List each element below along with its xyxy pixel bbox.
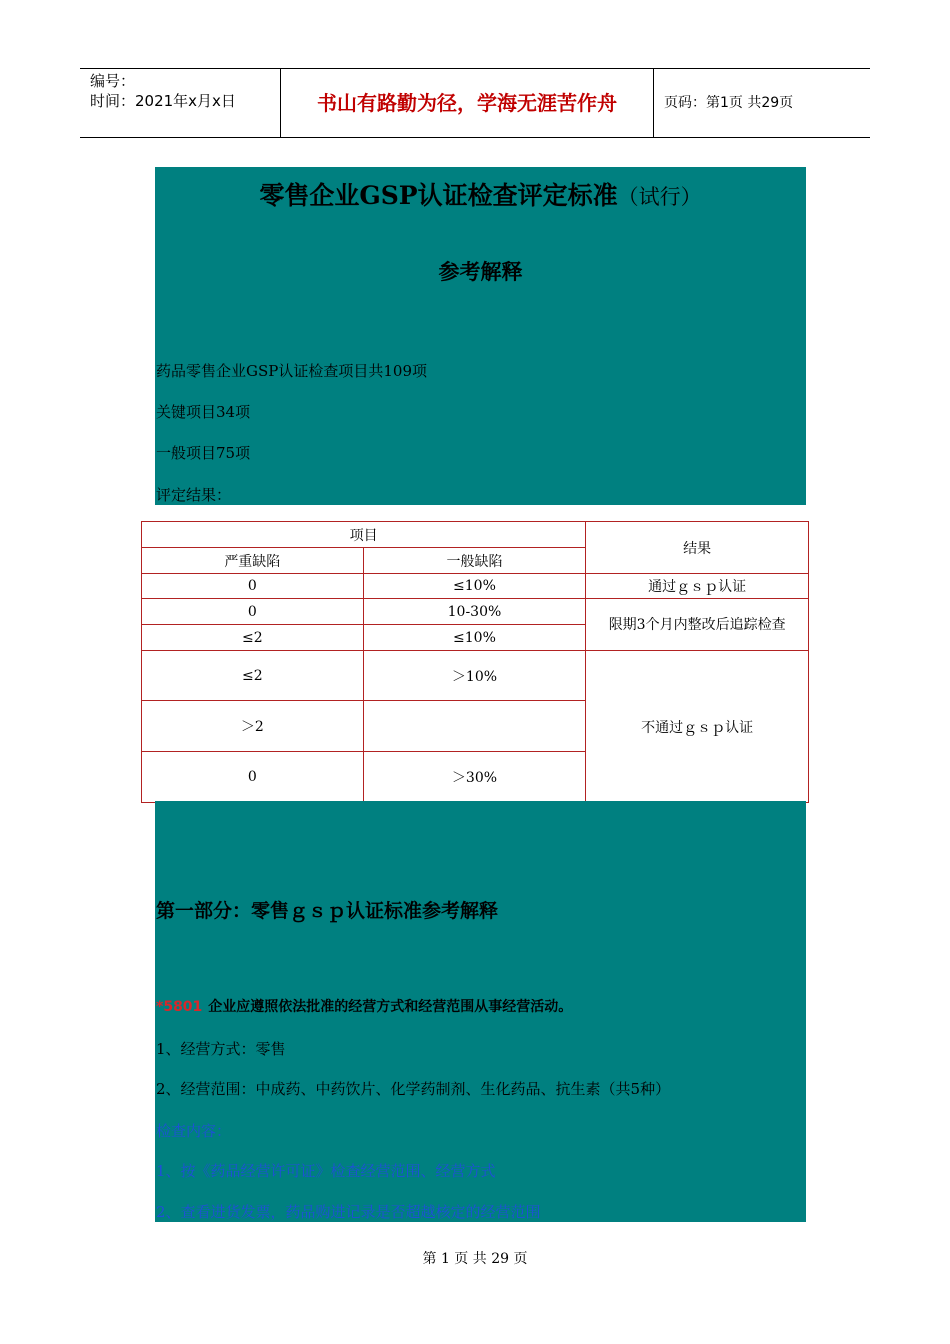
cell-serious: ＞2 [142,701,364,752]
cell-serious: ≤2 [142,651,364,701]
page-footer: 第 1 页 共 29 页 [422,1251,528,1267]
number-label: 编号： [90,72,136,90]
page-header [80,68,870,138]
cell-result-rectify: 限期3个月内整改后追踪检查 [586,599,809,651]
criterion-text: 企业应遵照依法批准的经营方式和经营范围从事经营活动。 [208,999,573,1015]
table-col-general: 一般缺陷 [363,548,586,574]
table-row [142,599,809,625]
criterion-5801 [156,996,572,1016]
table-col-serious: 严重缺陷 [142,548,364,574]
check-item-license: 1、按《药品经营许可证》检查经营范围、经营方式 [156,1162,496,1180]
cell-serious: 0 [142,574,364,599]
cell-general: ＞30% [363,752,586,803]
intro-line-result: 评定结果： [156,486,232,504]
section-item-mode: 1、经营方式：零售 [156,1040,286,1058]
time-label: 时间：2021年x月x日 [90,92,236,110]
document-subtitle: 参考解释 [438,259,523,284]
intro-line-key: 关键项目34项 [156,403,251,421]
intro-line-general: 一般项目75项 [156,444,251,462]
highlight-block-top [155,167,806,505]
table-row [142,574,809,599]
table-header-result: 结果 [586,522,809,574]
cell-serious: 0 [142,599,364,625]
criterion-code: *5801 [156,999,203,1015]
cell-general: ＞10% [363,651,586,701]
header-meta [80,69,281,137]
cell-result-pass: 通过ｇｓｐ认证 [586,574,809,599]
document-title [155,176,806,212]
cell-general: ≤10% [363,625,586,651]
cell-serious: ≤2 [142,625,364,651]
header-page-info: 页码：第1页 共29页 [664,95,794,111]
cell-general [363,701,586,752]
title-suffix: （试行） [617,185,702,209]
section-title: 第一部分：零售ｇｓｐ认证标准参考解释 [156,900,499,922]
table-row [142,651,809,701]
cell-general: ≤10% [363,574,586,599]
table-header-item: 项目 [142,522,586,548]
check-item-invoice: 2、查看进货发票，药品购进记录是否超越核定的经营范围 [156,1203,541,1221]
check-label: 检查内容： [156,1122,232,1140]
evaluation-result-table [141,521,809,803]
cell-serious: 0 [142,752,364,803]
intro-line-total: 药品零售企业GSP认证检查项目共109项 [156,362,427,380]
cell-result-fail: 不通过ｇｓｐ认证 [586,651,809,803]
cell-general: 10-30% [363,599,586,625]
header-motto: 书山有路勤为径，学海无涯苦作舟 [281,69,654,137]
section-item-scope: 2、经营范围：中成药、中药饮片、化学药制剂、生化药品、抗生素（共5种） [156,1080,671,1098]
title-main: 零售企业GSP认证检查评定标准 [259,181,618,210]
